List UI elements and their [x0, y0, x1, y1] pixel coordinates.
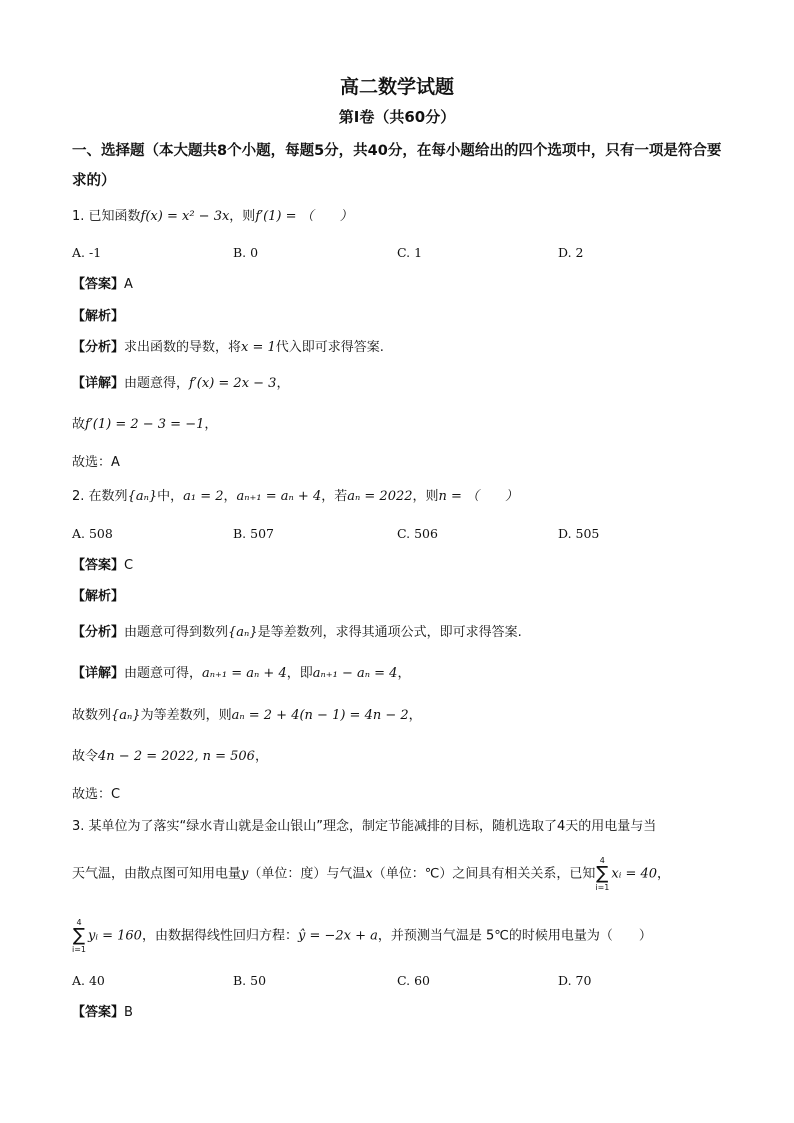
q1-option-a: A. -1	[72, 245, 102, 260]
q1-ask: f′(1) = （ ）	[255, 209, 353, 224]
q3-sum-y: yᵢ = 160	[88, 928, 142, 944]
q2-choose: 故选：C	[72, 787, 121, 802]
q2-option-b: B. 507	[233, 526, 274, 541]
q2-an: aₙ = 2022	[347, 489, 413, 504]
q2-option-a: A. 508	[72, 526, 113, 541]
q3-line3-mid: ，由数据得线性回归方程：	[141, 928, 298, 944]
q2-so1-seq: {aₙ}	[111, 708, 141, 723]
sum-upper: 4	[76, 918, 82, 927]
q2-prefix: 2. 在数列	[72, 489, 128, 504]
q2-a1: a₁ = 2	[183, 489, 224, 504]
detail-tag: 【详解】	[72, 666, 125, 681]
q1-function: f(x) = x² − 3x	[140, 209, 230, 224]
q3-line3-post: ，并预测当气温是 5℃的时候用电量为（ ）	[377, 928, 652, 944]
q1-so	[72, 416, 217, 434]
q1-fenxi-pre: 求出函数的导数，将	[124, 340, 242, 355]
q3-option-a: A. 40	[72, 973, 105, 988]
detail-tag: 【详解】	[72, 376, 125, 391]
q3-var-y: y	[241, 866, 249, 882]
q2-detail-m2: aₙ₊₁ − aₙ = 4	[312, 666, 398, 681]
q2-answer-value: C	[124, 558, 134, 573]
q2-mid4: ，则	[412, 489, 439, 504]
q3-answer	[72, 1004, 133, 1022]
q1-detail-post: ，	[276, 376, 290, 391]
answer-tag: 【答案】	[72, 1005, 125, 1020]
page-title: 高二数学试题	[339, 76, 454, 98]
q2-seq: {aₙ}	[127, 489, 158, 504]
q1-choose: 故选：A	[72, 455, 120, 470]
q2-so1	[72, 707, 422, 725]
q2-detail-m1: aₙ₊₁ = aₙ + 4	[202, 666, 287, 681]
q2-mid1: 中，	[157, 489, 184, 504]
q2-detail-pre: 由题意可得，	[124, 666, 203, 681]
q2-fenxi-post: 是等差数列，求得其通项公式，即可求得答案.	[257, 625, 522, 640]
q1-option-c: C. 1	[397, 245, 423, 260]
q2-so1-mid: 为等差数列，则	[140, 708, 232, 723]
sum-lower: i=1	[595, 883, 610, 892]
q3-regression: ŷ = −2x + a	[297, 928, 378, 944]
q3-option-b: B. 50	[233, 973, 267, 988]
fenxi-tag: 【分析】	[72, 340, 125, 355]
q3-var-x: x	[365, 866, 373, 882]
q3-line2	[72, 856, 670, 892]
sum-upper: 4	[599, 856, 605, 865]
q1-fenxi-math: x = 1	[241, 340, 276, 355]
q2-so1-post: ，	[408, 708, 422, 723]
q2-so2-pre: 故令	[72, 749, 99, 764]
q3-option-c: C. 60	[397, 973, 430, 988]
answer-tag: 【答案】	[72, 558, 125, 573]
q2-mid3: ，若	[321, 489, 348, 504]
q3-line1: 3. 某单位为了落实“绿水青山就是金山银山”理念，制定节能减排的目标，随机选取了4天的用电量与当	[72, 819, 657, 834]
sum-lower: i=1	[72, 945, 87, 954]
answer-tag: 【答案】	[72, 277, 125, 292]
q2-option-d: D. 505	[558, 526, 600, 541]
q2-so1-math: aₙ = 2 + 4(n − 1) = 4n − 2	[231, 708, 409, 723]
q2-detail	[72, 665, 410, 683]
q2-detail-mid: ，即	[286, 666, 313, 681]
q2-option-c: C. 506	[397, 526, 438, 541]
q3-answer-value: B	[124, 1005, 133, 1020]
sum-symbol-y	[72, 918, 86, 954]
sigma-icon: ∑	[596, 863, 609, 884]
q2-so1-pre: 故数列	[72, 708, 112, 723]
q1-answer-value: A	[124, 277, 133, 292]
q2-so2	[72, 748, 268, 766]
q1-fenxi	[72, 339, 384, 357]
q2-ask: n = （ ）	[438, 489, 519, 504]
q2-analysis-tag: 【解析】	[72, 589, 125, 604]
sigma-icon: ∑	[72, 925, 86, 946]
fenxi-tag: 【分析】	[72, 625, 125, 640]
q1-prefix: 1. 已知函数	[72, 209, 141, 224]
q3-line2-pre: 天气温，由散点图可知用电量	[72, 866, 242, 882]
q2-mid2: ，	[223, 489, 237, 504]
q1-detail	[72, 375, 289, 393]
q2-answer	[72, 557, 133, 575]
section-heading: 一、选择题（本大题共8个小题，每题5分，共40分，在每小题给出的四个选项中，只有一项是符合要求的）	[72, 143, 722, 189]
q1-so-pre: 故	[72, 417, 86, 432]
q2-rec: aₙ₊₁ = aₙ + 4	[236, 489, 322, 504]
sum-symbol-x	[595, 856, 609, 892]
q1-fenxi-post: 代入即可求得答案.	[275, 340, 384, 355]
q1-mid: ，则	[229, 209, 256, 224]
q1-option-d: D. 2	[558, 245, 584, 260]
q3-sum-x: xᵢ = 40	[611, 866, 658, 882]
page-subtitle: 第Ⅰ卷（共60分）	[338, 108, 456, 126]
q2-stem	[72, 488, 518, 506]
q1-option-b: B. 0	[233, 245, 259, 260]
q3-line3	[72, 918, 652, 954]
q2-so2-math: 4n − 2 = 2022, n = 506	[98, 749, 255, 764]
q1-so-math: f′(1) = 2 − 3 = −1	[85, 417, 205, 432]
q3-line2-mid2: （单位：℃）之间具有相关关系，已知	[372, 866, 596, 882]
q3-option-d: D. 70	[558, 973, 592, 988]
q3-line2-post: ，	[657, 866, 671, 882]
q1-detail-pre: 由题意得，	[124, 376, 190, 391]
q1-detail-math: f′(x) = 2x − 3	[189, 376, 277, 391]
q2-fenxi-pre: 由题意可得到数列	[124, 625, 229, 640]
q2-so2-post: ，	[254, 749, 268, 764]
q2-fenxi	[72, 624, 522, 642]
q1-so-post: ，	[204, 417, 218, 432]
q1-answer	[72, 276, 133, 294]
q2-detail-post: ，	[397, 666, 411, 681]
q1-analysis-tag: 【解析】	[72, 309, 125, 324]
q1-stem	[72, 208, 353, 226]
q3-line2-mid1: （单位：度）与气温	[248, 866, 366, 882]
q2-fenxi-seq: {aₙ}	[228, 625, 258, 640]
